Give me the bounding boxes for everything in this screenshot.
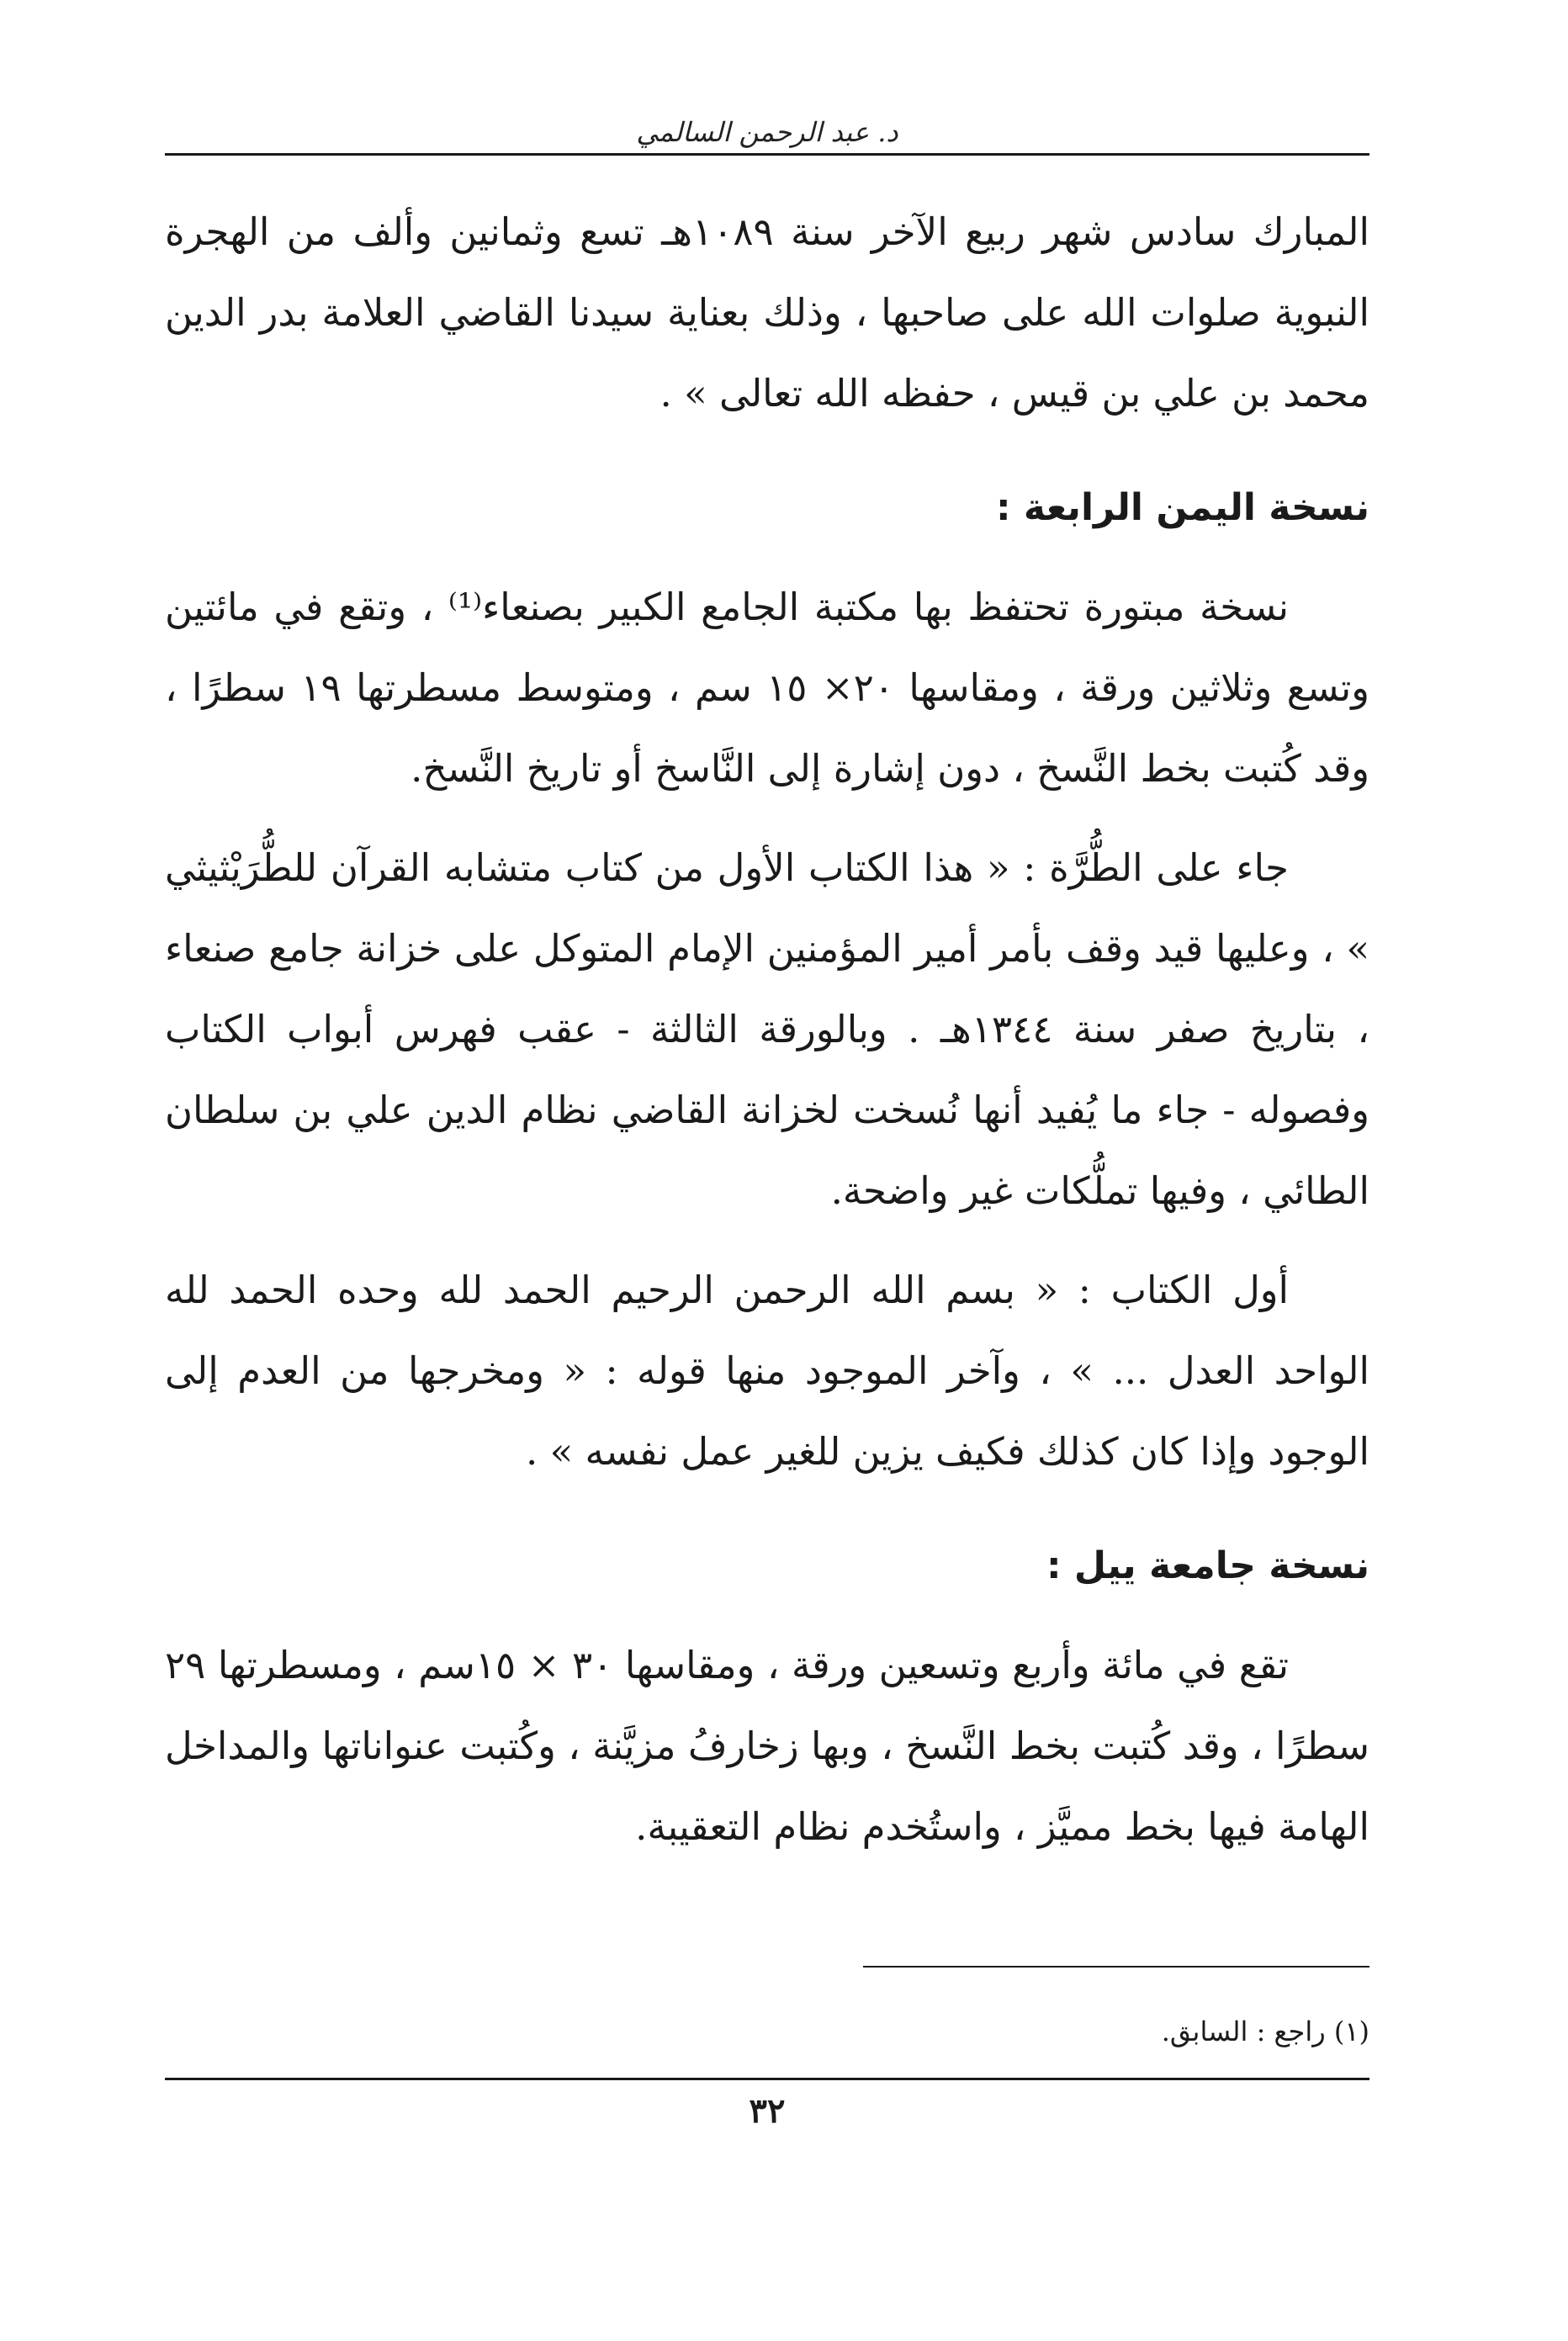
paragraph-yale-description: تقع في مائة وأربع وتسعين ورقة ، ومقاسها ٣٠ × ١٥سم ، ومسطرتها ٢٩ سطرًا ، وقد كُتبت بخط النَّسخ ، وبها زخارفُ مزيَّنة ، وكُتبت عنواناتها والمداخل الهامة فيها بخط مميَّز ، واستُخدم نظام التعقيبة. bbox=[165, 1643, 1369, 1849]
main-text bbox=[165, 192, 1369, 1867]
running-header: د. عبد الرحمن السالمي bbox=[636, 116, 898, 148]
footer-rule bbox=[165, 2078, 1369, 2080]
page-number: ٣٢ bbox=[749, 2091, 786, 2131]
paragraph-yemen-4-incipit: أول الكتاب : « بسم الله الرحمن الرحيم الحمد لله وحده الحمد لله الواحد العدل ... » ، وآخر الموجود منها قوله : « ومخرجها من العدم إلى الوجود وإذا كان كذلك فكيف يزين للغير عمل نفسه » . bbox=[165, 1268, 1369, 1474]
section-heading-yemen-4: نسخة اليمن الرابعة : bbox=[996, 486, 1369, 529]
footnote: (١) راجع : السابق. bbox=[1161, 2015, 1369, 2047]
paragraph-yemen-4-description: نسخة مبتورة تحتفظ بها مكتبة الجامع الكبير بصنعاء⁽¹⁾ ، وتقع في مائتين وتسع وثلاثين ورقة ، ومقاسها ٢٠× ١٥ سم ، ومتوسط مسطرتها ١٩ سطرًا ، وقد كُتبت بخط النَّسخ ، دون إشارة إلى النَّاسخ أو تاريخ النَّسخ. bbox=[165, 585, 1369, 791]
paragraph-continuation: المبارك سادس شهر ربيع الآخر سنة ١٠٨٩هـ تسع وثمانين وألف من الهجرة النبوية صلوات الله على صاحبها ، وذلك بعناية سيدنا القاضي العلامة بدر الدين محمد بن علي بن قيس ، حفظه الله تعالى » . bbox=[165, 209, 1369, 416]
footnote-rule bbox=[863, 1966, 1369, 1968]
header-rule bbox=[165, 153, 1369, 156]
section-heading-yale: نسخة جامعة ييل : bbox=[1046, 1544, 1369, 1587]
paragraph-yemen-4-title-page: جاء على الطُّرَّة : « هذا الكتاب الأول من كتاب متشابه القرآن للطُّرَيْثيثي » ، وعليها قيد وقف بأمر أمير المؤمنين الإمام المتوكل على خزانة جامع صنعاء ، بتاريخ صفر سنة ١٣٤٤هـ . وبالورقة الثالثة - عقب فهرس أبواب الكتاب وفصوله - جاء ما يُفيد أنها نُسخت لخزانة القاضي نظام الدين علي بن سلطان الطائي ، وفيها تملُّكات غير واضحة. bbox=[165, 845, 1369, 1213]
